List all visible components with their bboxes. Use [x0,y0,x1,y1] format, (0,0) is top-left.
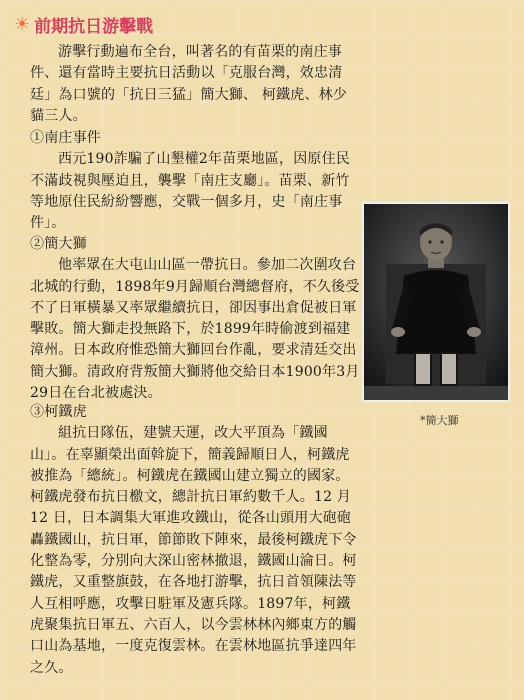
portrait-photo [362,202,510,402]
section-heading: ②簡大獅 [30,236,87,252]
section-heading: ③柯鐵虎 [30,404,87,420]
portrait-photo-icon [364,204,508,400]
section-ke-tiehu [30,402,360,679]
section-heading: ①南庄事件 [30,130,101,146]
photo-caption: *簡大獅 [420,414,459,427]
intro-paragraph: 游擊行動遍布全台，叫著名的有苗栗的南庄事件、還有當時主要抗日活動以「克服台灣，效忠清廷」為口號的「抗日三猛」簡大獅、 柯鐵虎、林少貓三人。 [30,44,348,124]
page-title-text: 前期抗日游擊戰 [34,17,154,37]
page-title [14,12,153,37]
section-body: 組抗日隊伍，建號天運，改大平頂為「鐵國山」。在辜顯榮出面斡旋下，簡義歸順日人，柯鐵虎被推為「總統」。柯鐵虎在鐵國山建立獨立的國家。柯鐵虎發布抗日檄文，總計抗日軍約數千人。12 月 12 日，日本調集大軍進攻鐵山，從各山頭用大砲砲轟鐵國山，抗日軍，節節敗下陣來，最後柯鐵虎下令化整為零，分別向大深山密林撤退，鐵國山淪日。柯鐵虎，又重整旗鼓，在各地打游擊，抗日首領陳法等人互相呼應，攻擊日駐軍及憲兵隊。1897年，柯鐵虎聚集抗日軍五、六百人，以今雲林林內鄉東方的觸口山為基地，一度克復雲林。在雲林地區抗爭達四年之久。 [30,425,357,676]
section-nanzhuang [30,128,360,234]
section-jian-dashi [30,234,360,404]
section-body: 他率眾在大屯山山區一帶抗日。參加二次圍攻台北城的行動，1898年9月歸順台灣總督府，不久後受不了日軍橫暴又率眾繼續抗日，卻因事出倉促被日軍擊敗。簡大獅走投無路下，於1899年時偷渡到福建漳州。日本政府惟恐簡大獅回台作亂，要求清廷交出簡大獅。清政府背叛簡大獅將他交給日本1900年3月29日在台北被處決。 [30,257,360,402]
intro-block [30,42,360,127]
sun-icon: ☀ [14,13,31,35]
section-body: 西元190詐騙了山墾權2年苗栗地區，因原住民不滿歧視與壓迫且，襲擊「南庄支廳」。苗栗、新竹等地原住民紛紛響應，交戰一個多月，史「南庄事件」。 [30,151,351,232]
